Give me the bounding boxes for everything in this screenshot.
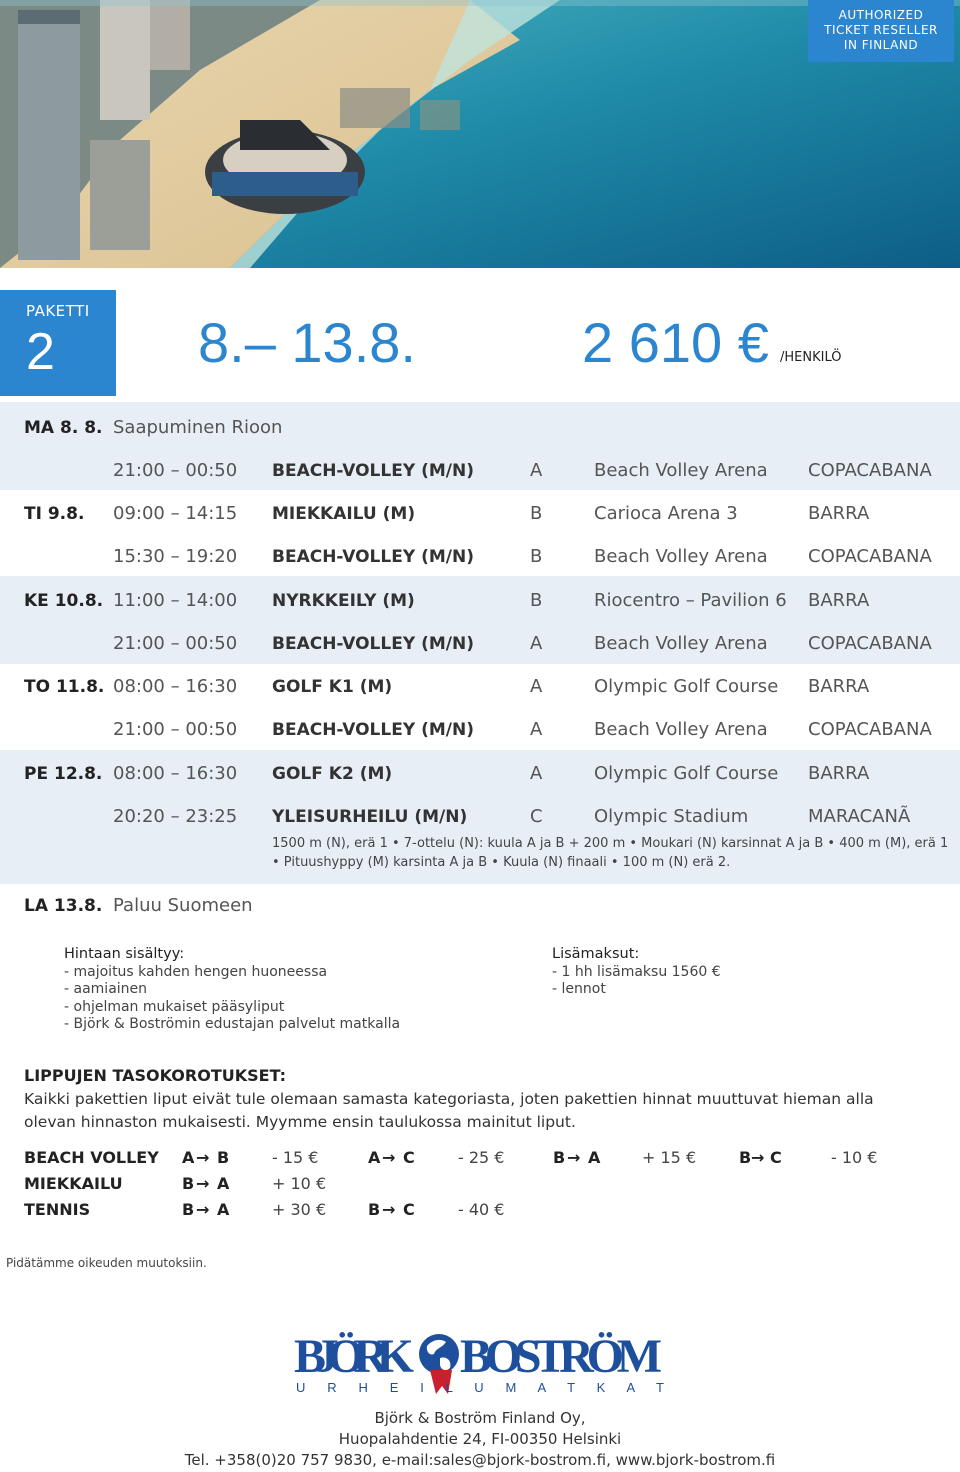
arrow-right-icon: →: [196, 1200, 210, 1219]
schedule-day: PE 12.8.: [24, 764, 103, 784]
package-price: 2 610 €: [582, 311, 769, 374]
upgrade-price: - 10 €: [831, 1148, 878, 1167]
upgrade-sport: TENNIS: [24, 1200, 91, 1219]
upgrade-price: + 15 €: [642, 1148, 697, 1167]
badge-line: IN FINLAND: [843, 38, 919, 52]
includes-item: - Björk & Boströmin edustajan palvelut matkalla: [64, 1016, 401, 1032]
upgrade-price: - 25 €: [458, 1148, 505, 1167]
schedule-time: 15:30 – 19:20: [113, 546, 238, 567]
authorized-reseller-badge: [808, 0, 954, 62]
schedule-time: 11:00 – 14:00: [113, 590, 238, 611]
upgrade-from: B: [553, 1148, 566, 1167]
schedule-area: BARRA: [808, 676, 870, 697]
schedule-area: COPACABANA: [808, 546, 932, 567]
upgrade-from: B: [739, 1148, 752, 1167]
logo-graphic: [290, 1326, 670, 1396]
badge-line: TICKET RESELLER: [824, 23, 938, 37]
package-number: 2: [26, 323, 55, 381]
schedule-area: BARRA: [808, 763, 870, 784]
upgrades-title: LIPPUJEN TASOKOROTUKSET:: [24, 1066, 287, 1085]
upgrade-price: - 40 €: [458, 1200, 505, 1219]
includes-item: - majoitus kahden hengen huoneessa: [64, 963, 328, 980]
upgrades-text-line: olevan hinnaston mukaisesti. Myymme ensin taulukossa mainitut liput.: [24, 1113, 576, 1131]
athletics-events-note: [272, 834, 952, 872]
arrow-right-icon: →: [196, 1148, 210, 1167]
upgrade-to: C: [403, 1148, 415, 1167]
includes-title: Hintaan sisältyy:: [64, 946, 185, 962]
schedule-sport: BEACH-VOLLEY (M/N): [272, 720, 474, 740]
schedule-text: Saapuminen Rioon: [113, 417, 283, 438]
schedule-day: TO 11.8.: [24, 677, 105, 697]
badge-line: AUTHORIZED: [838, 8, 924, 22]
disclaimer: Pidätämme oikeuden muutoksiin.: [6, 1256, 207, 1270]
schedule-venue: Olympic Golf Course: [594, 676, 779, 697]
schedule-sport: YLEISURHEILU (M/N): [272, 807, 468, 827]
package-label: PAKETTI: [26, 302, 90, 320]
upgrade-from: A: [182, 1148, 195, 1167]
schedule-time: 08:00 – 16:30: [113, 763, 238, 784]
schedule-sport: GOLF K1 (M): [272, 677, 393, 697]
schedule-sport: MIEKKAILU (M): [272, 504, 416, 524]
includes-item: - aamiainen: [64, 981, 148, 997]
company-name: Björk & Boström Finland Oy,: [374, 1409, 586, 1427]
schedule-venue: Olympic Stadium: [594, 806, 749, 827]
schedule-category: A: [530, 719, 543, 740]
arrow-right-icon: →: [382, 1148, 396, 1167]
schedule-category: C: [530, 806, 543, 827]
schedule-area: MARACANÃ: [808, 806, 911, 827]
schedule-category: A: [530, 676, 543, 697]
upgrade-to: C: [770, 1148, 782, 1167]
arrow-right-icon: →: [382, 1200, 396, 1219]
extra-charges: [552, 946, 721, 999]
schedule-sport: BEACH-VOLLEY (M/N): [272, 547, 474, 567]
schedule-area: BARRA: [808, 503, 870, 524]
logo-word: BOSTRÖM: [460, 1330, 662, 1383]
upgrade-price: - 15 €: [272, 1148, 319, 1167]
price-includes: [64, 946, 400, 1034]
upgrade-to: A: [217, 1174, 230, 1193]
schedule-category: A: [530, 633, 543, 654]
schedule-category: B: [530, 503, 543, 524]
schedule-day: KE 10.8.: [24, 591, 104, 611]
schedule-time: 21:00 – 00:50: [113, 633, 238, 654]
package-dates: 8.– 13.8.: [198, 311, 416, 374]
schedule-time: 21:00 – 00:50: [113, 460, 238, 481]
upgrade-from: B: [182, 1174, 195, 1193]
logo-tagline: U R H E I L U M A T K A T: [296, 1380, 664, 1395]
arrow-right-icon: →: [751, 1148, 765, 1167]
schedule-category: B: [530, 546, 543, 567]
schedule-sport: NYRKKEILY (M): [272, 591, 415, 611]
upgrade-to: A: [217, 1200, 230, 1219]
schedule-venue: Carioca Arena 3: [594, 503, 738, 524]
company-address: Huopalahdentie 24, FI-00350 Helsinki: [338, 1430, 622, 1448]
upgrade-from: B: [182, 1200, 195, 1219]
schedule-area: COPACABANA: [808, 633, 932, 654]
per-person-label: /HENKILÖ: [780, 350, 842, 365]
arrow-right-icon: →: [567, 1148, 581, 1167]
schedule-venue: Riocentro – Pavilion 6: [594, 590, 787, 611]
extras-item: - 1 hh lisämaksu 1560 €: [552, 963, 721, 980]
note-line: • Pituushyppy (M) karsinta A ja B • Kuula (N) finaali • 100 m (N) erä 2.: [272, 855, 731, 870]
upgrade-sport: MIEKKAILU: [24, 1174, 123, 1193]
upgrades-description: [24, 1088, 924, 1134]
schedule-venue: Olympic Golf Course: [594, 763, 779, 784]
schedule-area: BARRA: [808, 590, 870, 611]
schedule-sport: BEACH-VOLLEY (M/N): [272, 461, 474, 481]
contact-info: [0, 1408, 960, 1471]
schedule-time: 21:00 – 00:50: [113, 719, 238, 740]
schedule-sport: GOLF K2 (M): [272, 764, 393, 784]
schedule-day: TI 9.8.: [24, 504, 85, 524]
schedule-category: A: [530, 763, 543, 784]
extras-title: Lisämaksut:: [552, 946, 640, 962]
note-line: 1500 m (N), erä 1 • 7-ottelu (N): kuula A ja B + 200 m • Moukari (N) karsinnat A ja B • 400 m (M), erä 1: [272, 836, 949, 851]
company-contact-line[interactable]: Tel. +358(0)20 757 9830, e-mail:sales@bjork-bostrom.fi, www.bjork-bostrom.fi: [184, 1451, 776, 1469]
arrow-right-icon: →: [196, 1174, 210, 1193]
package-number-box: [0, 290, 116, 396]
schedule-day: LA 13.8.: [24, 896, 103, 916]
schedule-time: 09:00 – 14:15: [113, 503, 238, 524]
schedule-area: COPACABANA: [808, 719, 932, 740]
schedule-time: 20:20 – 23:25: [113, 806, 238, 827]
schedule-venue: Beach Volley Arena: [594, 633, 768, 654]
bjork-bostrom-logo: [290, 1326, 670, 1396]
schedule-area: COPACABANA: [808, 460, 932, 481]
upgrade-price: + 10 €: [272, 1174, 327, 1193]
schedule-day: MA 8. 8.: [24, 418, 103, 438]
schedule-category: A: [530, 460, 543, 481]
upgrade-price: + 30 €: [272, 1200, 327, 1219]
upgrade-to: A: [588, 1148, 601, 1167]
extras-item: - lennot: [552, 981, 606, 997]
schedule-text: Paluu Suomeen: [113, 895, 253, 916]
upgrades-text-line: Kaikki pakettien liput eivät tule olemaan samasta kategoriasta, joten pakettien hinnat muuttuvat hieman alla: [24, 1090, 874, 1108]
upgrade-from: A: [368, 1148, 381, 1167]
schedule-sport: BEACH-VOLLEY (M/N): [272, 634, 474, 654]
includes-item: - ohjelman mukaiset pääsyliput: [64, 998, 285, 1015]
upgrade-from: B: [368, 1200, 381, 1219]
schedule-venue: Beach Volley Arena: [594, 546, 768, 567]
upgrade-to: C: [403, 1200, 415, 1219]
logo-word: BJÖRK: [294, 1330, 414, 1383]
schedule-time: 08:00 – 16:30: [113, 676, 238, 697]
schedule-category: B: [530, 590, 543, 611]
schedule-venue: Beach Volley Arena: [594, 719, 768, 740]
upgrade-sport: BEACH VOLLEY: [24, 1148, 159, 1167]
upgrade-to: B: [217, 1148, 230, 1167]
schedule-venue: Beach Volley Arena: [594, 460, 768, 481]
